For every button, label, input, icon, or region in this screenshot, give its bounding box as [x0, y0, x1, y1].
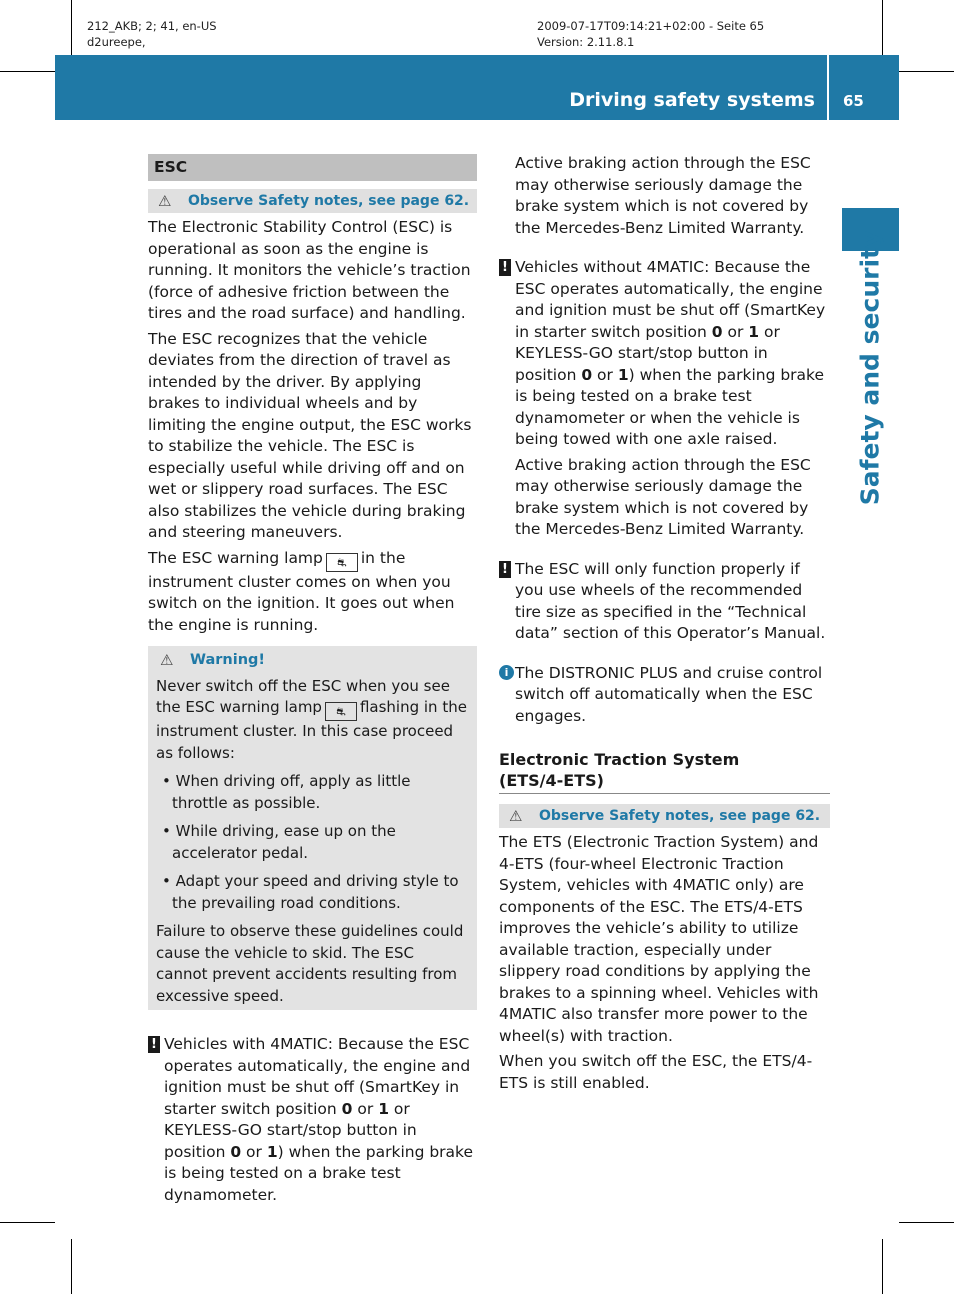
esc-heading: ESC: [148, 154, 477, 181]
ets-description-paragraph: The ETS (Electronic Traction System) and 4-ETS (four-wheel Electronic Traction System, vehicles with 4MATIC only) are components of the ESC. The ETS/4-ETS improves the vehicle’s ability to utilize available traction, especially under slippery road conditions by applying the brakes to a spinning wheel. Vehicles with 4MATIC also transfer more power to the wheel(s) with traction.: [499, 833, 819, 1045]
ets-enabled-paragraph: When you switch off the ESC, the ETS/4-ETS is still enabled.: [499, 1052, 813, 1092]
ets-heading-line2: (ETS/4-ETS): [499, 771, 604, 790]
note-text: or KEYLESS-GO start/stop button in position: [515, 322, 780, 384]
print-meta-left-line2: d2ureepe,: [87, 35, 146, 49]
esc-warning-lamp-icon: ⛐: [326, 553, 358, 572]
esc-warning-lamp-icon: ⛐: [325, 702, 357, 721]
header-divider: [827, 55, 829, 120]
crop-mark: [882, 0, 883, 55]
brake-damage-paragraph: Active braking action through the ESC may otherwise seriously damage the brake system which is not covered by the Mercedes-Benz Limited Warranty.: [515, 154, 811, 237]
observe-safety-note: [148, 189, 477, 213]
brake-damage-paragraph: Active braking action through the ESC may otherwise seriously damage the brake system which is not covered by the Mercedes-Benz Limited Warranty.: [515, 455, 811, 538]
note-bold: 0: [711, 322, 723, 341]
warning-bullet-text: While driving, ease up on the accelerator pedal.: [172, 822, 396, 862]
print-meta-right: [537, 18, 764, 50]
exclamation-icon: !: [499, 259, 511, 276]
warning-text-b: flashing in the instrument cluster. In this case proceed as follows:: [156, 698, 467, 762]
note-4matic: [148, 1034, 477, 1206]
info-icon: i: [499, 665, 514, 680]
info-distronic: [499, 663, 830, 728]
chapter-tab-label: Safety and security: [855, 230, 885, 506]
warning-heading: [156, 650, 469, 672]
warning-paragraph: [156, 676, 469, 765]
warning-bullet-text: When driving off, apply as little throttle as possible.: [172, 772, 411, 812]
warning-triangle-icon: ⚠: [160, 651, 174, 669]
note-bold: 0: [341, 1099, 353, 1118]
note-tire-size: [499, 559, 830, 645]
warning-bullet: • When driving off, apply as little throttle as possible.: [162, 772, 411, 812]
warning-title: Warning!: [190, 652, 266, 668]
observe-safety-text: Observe Safety notes, see page 62.: [539, 808, 821, 824]
note-without-4matic: [499, 257, 830, 451]
note-bold: 1: [748, 322, 760, 341]
print-meta-right-line2: Version: 2.11.8.1: [537, 35, 635, 49]
esc-function-paragraph: The ESC recognizes that the vehicle deviates from the direction of travel as intended by the driver. By applying brakes to individual wheels and by limiting the engine output, the ESC works to stabilize the vehicle. The ESC is especially useful while driving off and on wet or slippery road surfaces. The ESC also stabilizes the vehicle during braking and steering maneuvers.: [148, 329, 472, 541]
exclamation-icon: !: [148, 1036, 160, 1053]
warning-consequence-paragraph: Failure to observe these guidelines could cause the vehicle to skid. The ESC cannot prevent accidents resulting from excessive speed.: [156, 922, 464, 1005]
section-title: Driving safety systems: [569, 89, 815, 111]
print-meta-right-line1: 2009-07-17T09:14:21+02:00 - Seite 65: [537, 19, 765, 33]
esc-intro-paragraph: The Electronic Stability Control (ESC) is operational as soon as the engine is running. It monitors the vehicle’s traction (force of adhesive friction between the tires and the road surface) and handling.: [148, 218, 471, 322]
note-text: Vehicles without 4MATIC: Because the ESC operates automatically, the engine and ignition must be shut off (SmartKey in starter switch position: [515, 258, 826, 341]
observe-safety-text: Observe Safety notes, see page 62.: [188, 193, 470, 209]
note-text: or: [722, 322, 749, 341]
note-text: ) when the parking brake is being tested on a brake test dynamometer or when the vehicle is being towed with one axle raised.: [515, 365, 825, 448]
observe-safety-note: [499, 804, 830, 828]
note-bold: 1: [617, 365, 629, 384]
note-text: The ESC will only function properly if you use wheels of the recommended tire size as specified in the “Technical data” section of this Operator’s Manual.: [515, 559, 826, 642]
note-text: or: [592, 365, 618, 384]
warning-bullet-text: Adapt your speed and driving style to the prevailing road conditions.: [172, 872, 459, 912]
note-text: Vehicles with 4MATIC: Because the ESC operates automatically, the engine and ignition must be shut off (SmartKey in starter switch position: [164, 1035, 471, 1118]
crop-mark: [0, 71, 55, 72]
crop-mark: [882, 1239, 883, 1294]
info-text: The DISTRONIC PLUS and cruise control switch off automatically when the ESC engages.: [515, 663, 823, 725]
note-text: or KEYLESS-GO start/stop button in position: [164, 1099, 417, 1161]
note-bold: 1: [378, 1099, 389, 1118]
crop-mark: [71, 0, 72, 55]
esc-lamp-paragraph: [148, 548, 477, 637]
page-number: 65: [843, 92, 864, 110]
warning-triangle-icon: ⚠: [509, 807, 523, 825]
crop-mark: [0, 1222, 55, 1223]
note-bold: 0: [230, 1142, 242, 1161]
warning-box: [148, 646, 477, 1010]
header-band: [55, 55, 899, 120]
crop-mark: [899, 1222, 954, 1223]
exclamation-icon: !: [499, 561, 511, 578]
crop-mark: [71, 1239, 72, 1294]
esc-lamp-text-b: in the instrument cluster comes on when you switch on the ignition. It goes out when the engine is running.: [148, 548, 455, 634]
note-bold: 1: [266, 1142, 278, 1161]
left-column: [148, 154, 477, 1210]
warning-bullet: • While driving, ease up on the accelerator pedal.: [162, 822, 396, 862]
print-meta-left-line1: 212_AKB; 2; 41, en-US: [87, 19, 217, 33]
note-bold: 0: [581, 365, 593, 384]
note-text: ) when the parking brake is being tested on a brake test dynamometer.: [164, 1142, 474, 1204]
note-text: or: [352, 1099, 379, 1118]
note-text: or: [241, 1142, 267, 1161]
warning-bullet: • Adapt your speed and driving style to the prevailing road conditions.: [162, 872, 459, 912]
ets-heading-line1: Electronic Traction System: [499, 750, 740, 769]
right-column: [499, 153, 830, 1098]
print-meta-left: [87, 18, 217, 50]
warning-triangle-icon: ⚠: [158, 192, 172, 210]
warning-text-a: Never switch off the ESC when you see the ESC warning lamp: [156, 676, 450, 716]
esc-lamp-text-a: The ESC warning lamp: [148, 548, 323, 567]
crop-mark: [899, 71, 954, 72]
ets-heading: [499, 749, 830, 794]
